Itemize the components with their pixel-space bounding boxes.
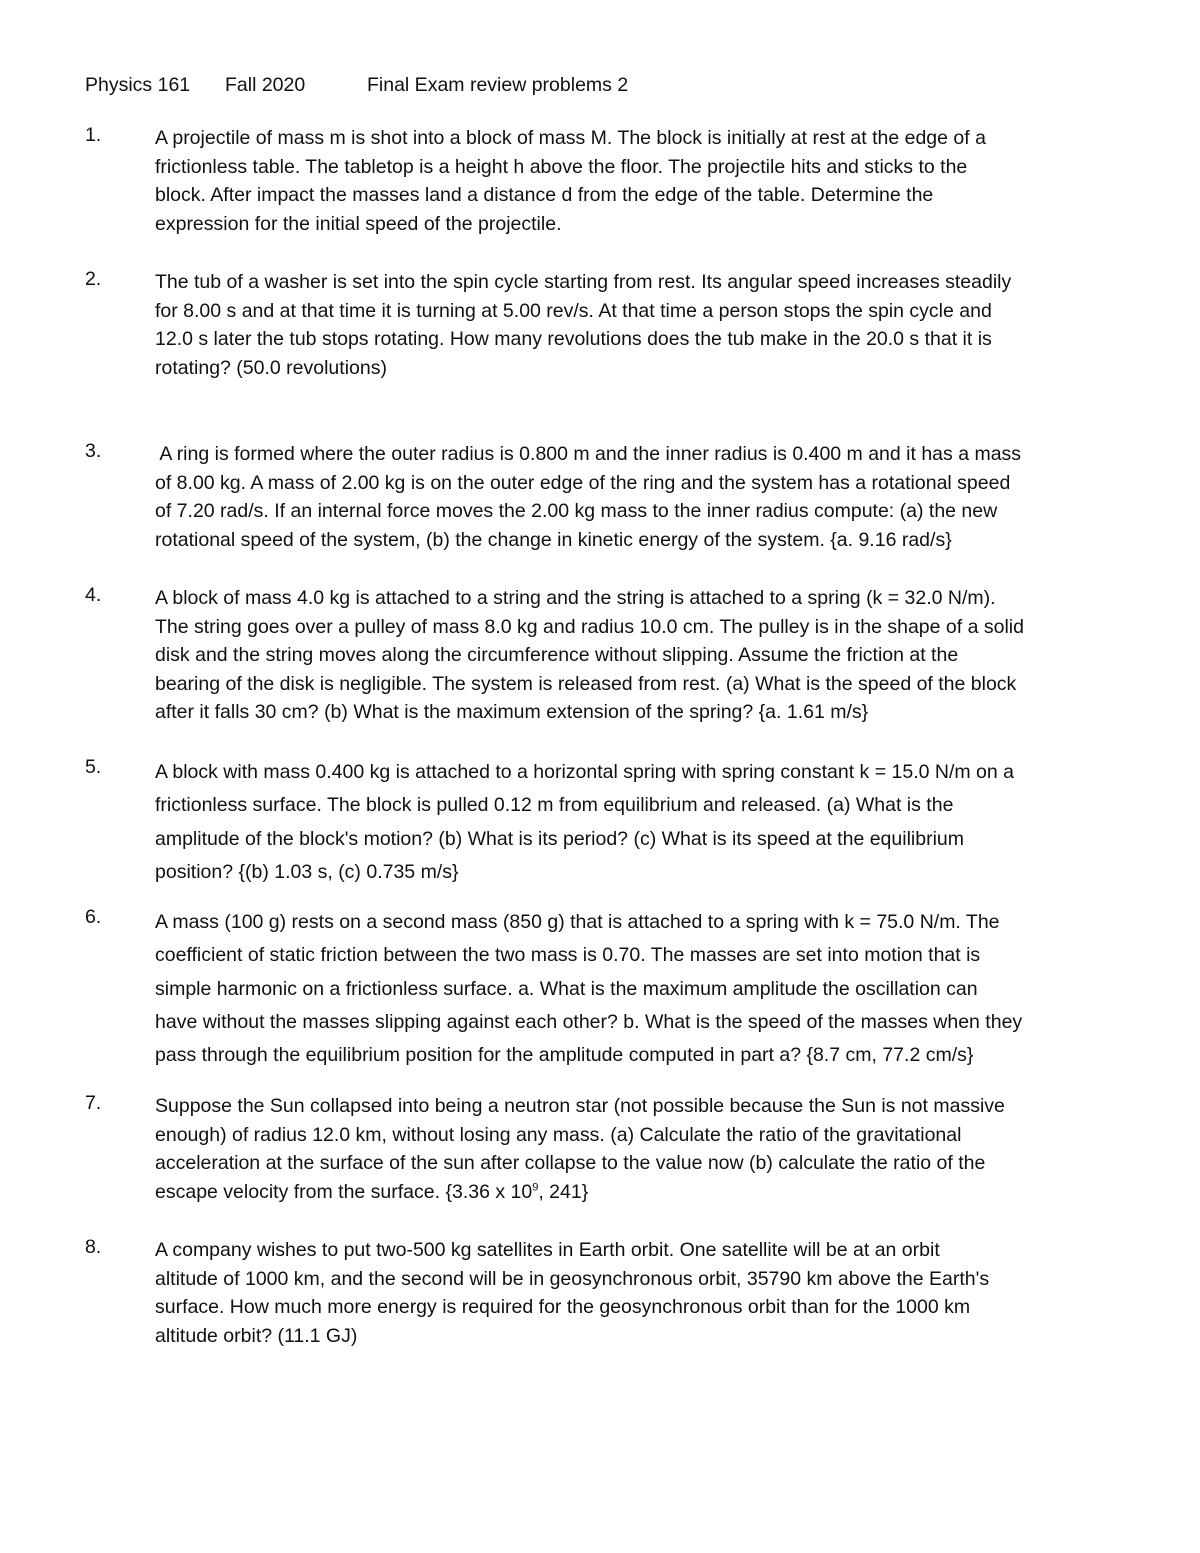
problem-line: altitude of 1000 km, and the second will be in geosynchronous orbit, 35790 km above the Earth's [155, 1267, 990, 1290]
problem-line: rotational speed of the system, (b) the change in kinetic energy of the system. {a. 9.16 rad/s} [155, 528, 952, 551]
problem-text [155, 584, 1120, 727]
problem-line: Suppose the Sun collapsed into being a neutron star (not possible because the Sun is not massive [155, 1095, 1005, 1117]
problem-line: frictionless surface. The block is pulled 0.12 m from equilibrium and released. (a) What is the [155, 794, 954, 817]
answer-text: escape velocity from the surface. {3.36 x 10 [155, 1180, 533, 1203]
problem-number: 2. [85, 268, 102, 290]
problem-line: 12.0 s later the tub stops rotating. How many revolutions does the tub make in the 20.0 s that it is [155, 328, 992, 351]
problem-line: The string goes over a pulley of mass 8.0 kg and radius 10.0 cm. The pulley is in the shape of a solid [155, 615, 1024, 638]
problem-line: surface. How much more energy is required for the geosynchronous orbit than for the 1000 km [155, 1296, 971, 1319]
problem-line: have without the masses slipping against each other? b. What is the speed of the masses when they [155, 1010, 1023, 1033]
term-label: Fall 2020 [225, 74, 306, 96]
problem-line: disk and the string moves along the circumference without slipping. Assume the friction at the [155, 644, 959, 667]
problem-line: after it falls 30 cm? (b) What is the maximum extension of the spring? {a. 1.61 m/s} [155, 701, 869, 724]
problem-number: 1. [85, 124, 102, 146]
problem-line: A projectile of mass m is shot into a block of mass M. The block is initially at rest at the edge of a [155, 127, 986, 149]
problem-line: for 8.00 s and at that time it is turning at 5.00 rev/s. At that time a person stops the spin cycle and [155, 299, 992, 322]
problem-line: A block of mass 4.0 kg is attached to a string and the string is attached to a spring (k = 32.0 N/m). [155, 587, 996, 609]
problem-line [155, 1178, 1120, 1207]
problem-line: rotating? (50.0 revolutions) [155, 356, 387, 379]
problem-line: altitude orbit? (11.1 GJ) [155, 1324, 358, 1347]
problem-line: enough) of radius 12.0 km, without losing any mass. (a) Calculate the ratio of the gravitational [155, 1123, 962, 1146]
problem-line: of 8.00 kg. A mass of 2.00 kg is on the outer edge of the ring and the system has a rotational speed [155, 471, 1011, 494]
problem-line: acceleration at the surface of the sun after collapse to the value now (b) calculate the ratio of the [155, 1152, 986, 1175]
problem-line: position? {(b) 1.03 s, (c) 0.735 m/s} [155, 860, 459, 883]
problem-line: bearing of the disk is negligible. The system is released from rest. (a) What is the speed of the block [155, 672, 1017, 695]
problem-line: A company wishes to put two-500 kg satellites in Earth orbit. One satellite will be at an orbit [155, 1239, 940, 1261]
problem-line: The tub of a washer is set into the spin cycle starting from rest. Its angular speed increases steadily [155, 271, 1012, 293]
problem-number: 5. [85, 756, 102, 778]
problem-number: 8. [85, 1236, 102, 1258]
problem-line: block. After impact the masses land a distance d from the edge of the table. Determine the [155, 184, 934, 207]
problem-line: coefficient of static friction between the two mass is 0.70. The masses are set into motion that is [155, 944, 981, 967]
problem-line: of 7.20 rad/s. If an internal force moves the 2.00 kg mass to the inner radius compute: (a) the new [155, 500, 998, 523]
document-title: Final Exam review problems 2 [367, 74, 629, 96]
exponent: 9 [532, 1181, 539, 1194]
problem-text [155, 906, 1120, 1072]
problem-line: frictionless table. The tabletop is a height h above the floor. The projectile hits and sticks to the [155, 155, 968, 178]
course-name: Physics 161 [85, 74, 191, 96]
problem-line: amplitude of the block's motion? (b) What is its period? (c) What is its speed at the equilibrium [155, 827, 964, 850]
problem-line: A ring is formed where the outer radius is 0.800 m and the inner radius is 0.400 m and it has a mass [155, 443, 1022, 465]
problem-text [155, 756, 1120, 889]
problem-number: 6. [85, 906, 102, 928]
problem-number: 7. [85, 1092, 102, 1114]
problem-text [155, 440, 1120, 554]
problem-line: A mass (100 g) rests on a second mass (850 g) that is attached to a spring with k = 75.0 N/m. The [155, 911, 1000, 933]
problem-text [155, 1236, 1120, 1350]
problem-line: pass through the equilibrium position for the amplitude computed in part a? {8.7 cm, 77.2 cm/s} [155, 1044, 974, 1067]
problem-number: 3. [85, 440, 102, 462]
problem-line: simple harmonic on a frictionless surface. a. What is the maximum amplitude the oscillation can [155, 977, 978, 1000]
problem-text [155, 268, 1120, 382]
answer-text-end: , 241} [538, 1180, 589, 1203]
problem-number: 4. [85, 584, 102, 606]
problem-text [155, 1092, 1120, 1206]
problem-text [155, 124, 1120, 238]
problem-line: expression for the initial speed of the projectile. [155, 212, 562, 235]
problem-line: A block with mass 0.400 kg is attached to a horizontal spring with spring constant k = 15.0 N/m on a [155, 761, 1014, 783]
